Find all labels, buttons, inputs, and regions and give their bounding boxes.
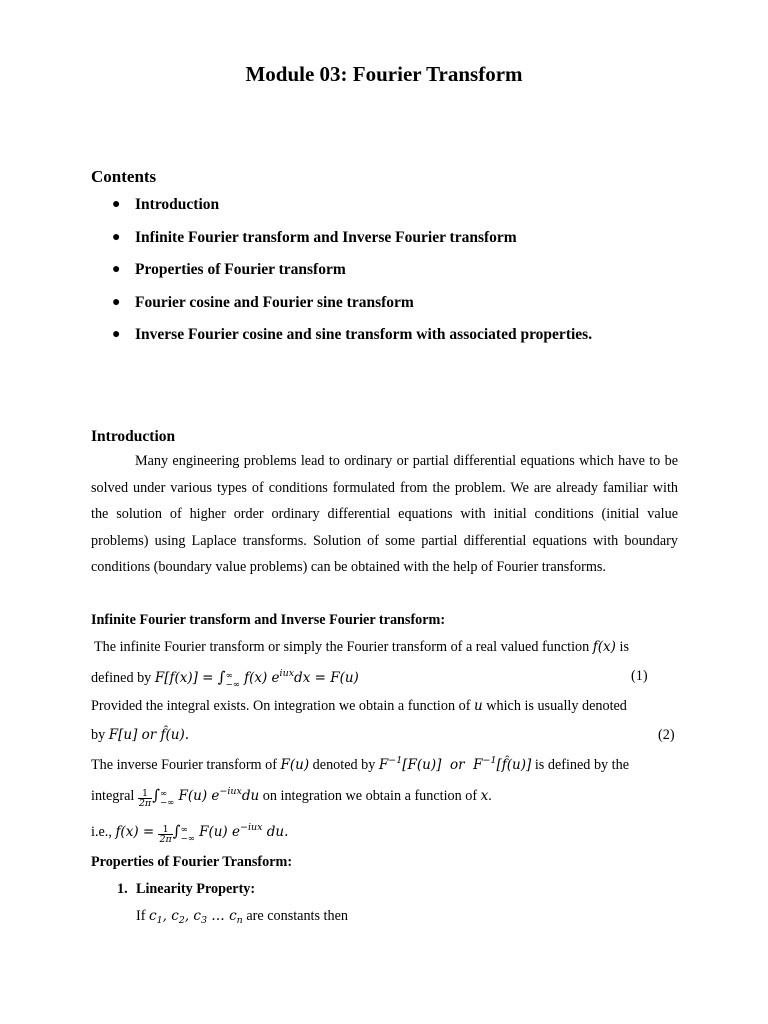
bullet-icon: ● — [112, 294, 121, 310]
contents-item: ● Fourier cosine and Fourier sine transform — [112, 290, 592, 323]
contents-item: ● Inverse Fourier cosine and sine transform with associated properties. — [112, 322, 592, 355]
infinite-fourier-heading: Infinite Fourier transform and Inverse Fourier transform: — [91, 612, 446, 628]
ift-definition-line-2: defined by F[f(x)] = ∫ ∞ −∞ f(x) $e^{iux}dx = F(u)$ — [91, 668, 359, 690]
contents-list — [112, 192, 592, 355]
page-title: Module 03: Fourier Transform — [245, 62, 523, 86]
fourier-transform-equation: F[f(x)] = ∫ ∞ −∞ f(x) $e^{iux}dx = F(u)$ — [154, 668, 359, 690]
linearity-text: If $c_1$, $c_2$, $c_3$ … $c_n$ are constants then — [136, 908, 348, 926]
contents-item: ● Introduction — [112, 192, 592, 225]
integral-line: integral $\frac{1}{2\pi}$ ∫ ∞ −∞ F(u) $e^{-iux}du$ on integration we obtain a function of x. — [91, 786, 492, 809]
introduction-heading: Introduction — [91, 428, 176, 445]
contents-heading: Contents — [91, 167, 157, 186]
ie-line: i.e., f(x) = $\frac{1}{2\pi}$ ∫ ∞ −∞ F(u) $e^{-iux}$ du. — [91, 822, 289, 845]
one-over-two-pi: $\frac{1}{2\pi}$ — [138, 788, 152, 809]
ift-definition-line-1: The infinite Fourier transform or simply the Fourier transform of a real valued function f(x) is — [94, 639, 629, 655]
contents-item: ● Infinite Fourier transform and Inverse Fourier transform — [112, 225, 592, 258]
inverse-notation: $F^{-1}[F(u)]$ or $F^{-1}[f̂(u)]$ — [378, 755, 532, 773]
properties-heading: Properties of Fourier Transform: — [91, 854, 293, 870]
contents-item: ● Properties of Fourier transform — [112, 257, 592, 290]
equation-number-2: (2) — [658, 727, 675, 743]
introduction-paragraph: Many engineering problems lead to ordinary or partial differential equations which have to be solved under various types of conditions formulated from the problem. We are already familiar with the solution of higher order ordinary differential equations with initial conditions (initial value problems) using Laplace transforms. Solution of some partial differential equations with boundary conditions (boundary value problems) can be obtained with the help of Fourier transforms. — [91, 453, 678, 575]
bullet-icon: ● — [112, 229, 121, 245]
linearity-heading: Linearity Property: — [136, 881, 256, 897]
equation-number-1: (1) — [631, 668, 648, 684]
bullet-icon: ● — [112, 327, 121, 342]
provided-line: Provided the integral exists. On integration we obtain a function of u which is usually denoted — [91, 698, 627, 714]
bullet-icon: ● — [112, 262, 121, 277]
denoted-line: by F[u] or f̂(u). — [91, 727, 190, 743]
bullet-icon: ● — [112, 197, 121, 212]
linearity-number: 1. — [117, 881, 128, 897]
inverse-transform-line: The inverse Fourier transform of F(u) denoted by $F^{-1}[F(u)]$ or $F^{-1}[f̂(u)]$ is defined by the — [91, 755, 630, 773]
